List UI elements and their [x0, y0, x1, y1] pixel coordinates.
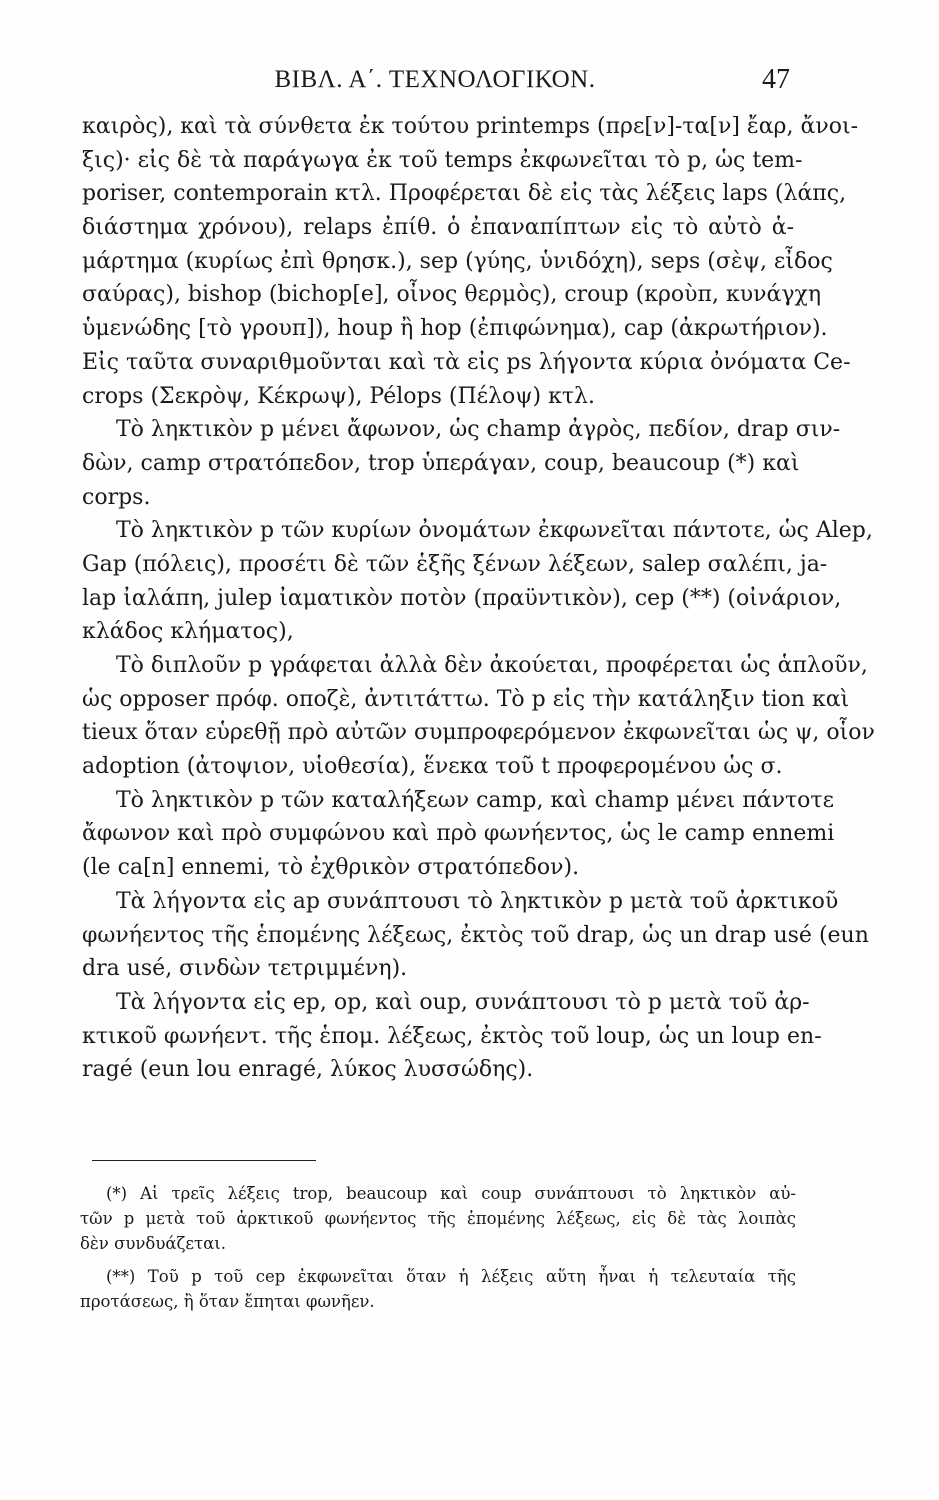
text-line: corps. [82, 484, 151, 510]
text-line: κτικοῦ φωνήεντ. τῆς ἑπομ. λέξεως, ἐκτὸς τοῦ loup, ὡς un loup en- [82, 1023, 822, 1049]
text-line: δὼν, camp στρατόπεδον, trop ὑπεράγαν, coup, beaucoup (*) καὶ [82, 450, 800, 476]
text-line: dra usé, σινδὼν τετριμμένη). [82, 956, 408, 982]
footnote-line: δὲν συνδυάζεται. [80, 1234, 226, 1253]
footnote-line: (*) Αἱ τρεῖς λέξεις trop, beaucoup καὶ coup συνάπτουσι τὸ ληκτικὸν αὐ- [106, 1184, 796, 1203]
footnote [80, 1264, 796, 1314]
paragraph [82, 784, 835, 885]
text-line: Τὰ λήγοντα εἰς ep, op, καὶ oup, συνάπτουσι τὸ p μετὰ τοῦ ἀρ- [116, 989, 810, 1015]
footnote-line: (**) Τοῦ p τοῦ cep ἐκφωνεῖται ὅταν ἡ λέξεις αὕτη ἦναι ἡ τελευταία τῆς [106, 1267, 796, 1286]
text-line: adoption (ἀτοψιον, υἱοθεσία), ἕνεκα τοῦ t προφερομένου ὡς σ. [82, 754, 783, 780]
paragraph [82, 110, 859, 413]
text-line: σαύρας), bishop (bichop[e], οἶνος θερμὸς), croup (κροὺπ, κυνάγχη [82, 282, 822, 308]
text-line: ἄφωνον καὶ πρὸ συμφώνου καὶ πρὸ φωνήεντος, ὡς le camp ennemi [82, 821, 835, 847]
text-line: ὑμενώδης [τὸ γρουπ]), houp ἢ hop (ἐπιφώνημα), cap (ἀκρωτήριον). [82, 316, 828, 342]
footnote [80, 1181, 796, 1256]
text-line: διάστημα χρόνου), relaps ἐπίθ. ὁ ἐπαναπίπτων εἰς τὸ αὐτὸ ἁ- [82, 215, 794, 241]
text-line: Τὸ ληκτικὸν p τῶν κυρίων ὀνομάτων ἐκφωνεῖται πάντοτε, ὡς Alep, [116, 518, 873, 544]
footnote-line: τῶν p μετὰ τοῦ ἀρκτικοῦ φωνήεντος τῆς ἑπομένης λέξεως, εἰς δὲ τὰς λοιπὰς [80, 1209, 796, 1228]
text-line: μάρτημα (κυρίως ἐπὶ θρησκ.), sep (γύης, ὑνιδόχη), seps (σὲψ, εἶδος [82, 248, 833, 274]
paragraph [82, 413, 841, 514]
text-line: Τὸ ληκτικὸν p μένει ἄφωνον, ὡς champ ἀγρὸς, πεδίον, drap σιν- [116, 417, 841, 443]
footnote-rule [92, 1160, 316, 1161]
text-line: καιρὸς), καὶ τὰ σύνθετα ἐκ τούτου printemps (πρε[ν]-τα[ν] ἔαρ, ἄνοι- [82, 114, 859, 139]
text-line: crops (Σεκρὸψ, Κέκρωψ), Pélops (Πέλοψ) κτλ. [82, 383, 595, 409]
text-line: Τὸ ληκτικὸν p τῶν καταλήξεων camp, καὶ champ μένει πάντοτε [116, 787, 834, 813]
text-line: ὡς opposer πρόφ. οποζὲ, ἀντιτάττω. Τὸ p εἰς τὴν κατάληξιν tion καὶ [82, 686, 850, 712]
text-line: Εἰς ταῦτα συναριθμοῦνται καὶ τὰ εἰς ps λήγοντα κύρια ὀνόματα Ce- [82, 349, 851, 375]
text-line: poriser, contemporain κτλ. Προφέρεται δὲ εἰς τὰς λέξεις laps (λάπς, [82, 181, 847, 207]
text-line: κλάδος κλήματος), [82, 619, 294, 645]
text-line: Τὸ διπλοῦν p γράφεται ἀλλὰ δὲν ἀκούεται, προφέρεται ὡς ἁπλοῦν, [116, 653, 868, 678]
paragraph [82, 986, 822, 1087]
footnote-line: προτάσεως, ἢ ὅταν ἔπηται φωνῆεν. [80, 1292, 375, 1311]
text-line: lap ἰαλάπη, julep ἰαματικὸν ποτὸν (πραϋντικὸν), cep (**) (οἰνάριον, [82, 585, 842, 611]
running-header [80, 66, 790, 106]
text-line: ragé (eun lou enragé, λύκος λυσσώδης). [82, 1057, 534, 1083]
text-line: tieux ὅταν εὑρεθῇ πρὸ αὐτῶν συμπροφερόμενον ἐκφωνεῖται ὡς ψ, οἷον [82, 720, 875, 746]
text-line: φωνήεντος τῆς ἑπομένης λέξεως, ἐκτὸς τοῦ drap, ὡς un drap usé (eun [82, 922, 869, 948]
text-line: (le ca[n] ennemi, τὸ ἐχθρικὸν στρατόπεδον). [82, 855, 580, 881]
text-line: ξις)· εἰς δὲ τὰ παράγωγα ἐκ τοῦ temps ἐκφωνεῖται τὸ p, ὡς tem- [82, 147, 803, 173]
text-line: Gap (πόλεις), προσέτι δὲ τῶν ἑξῆς ξένων λέξεων, salep σαλέπι, ja- [82, 551, 828, 577]
page-number: 47 [762, 64, 790, 95]
body-text [82, 110, 875, 1087]
header-title: ΒΙΒΛ. Α΄. ΤΕΧΝΟΛΟΓΙΚΟΝ. [274, 66, 596, 93]
footnotes [80, 1181, 796, 1314]
paragraph [82, 514, 873, 649]
paragraph [82, 649, 875, 784]
paragraph [82, 885, 869, 986]
text-line: Τὰ λήγοντα εἰς ap συνάπτουσι τὸ ληκτικὸν p μετὰ τοῦ ἀρκτικοῦ [116, 888, 839, 914]
